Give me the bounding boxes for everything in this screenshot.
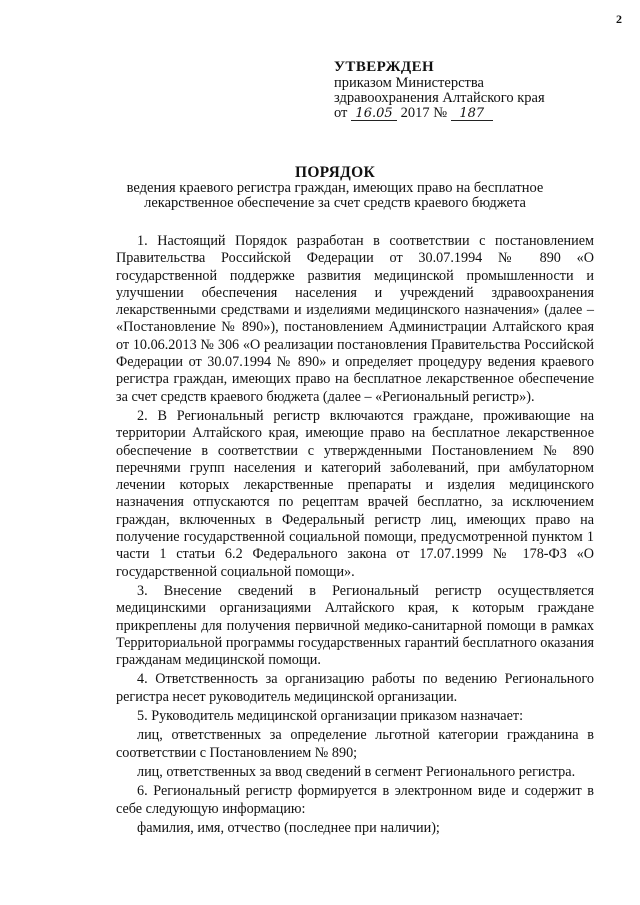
document-title: ПОРЯДОК bbox=[294, 164, 376, 181]
paragraph-5-item-1: лиц, ответственных за определение льготной категории гражданина в соответствии с Постановлением № 890; bbox=[116, 727, 594, 761]
approval-date-prefix: от bbox=[334, 105, 348, 121]
paragraph-6-item-1: фамилия, имя, отчество (последнее при наличии); bbox=[137, 819, 440, 836]
document-subtitle-line-1: ведения краевого регистра граждан, имеющих право на бесплатное bbox=[126, 180, 544, 196]
approval-date-line bbox=[334, 106, 594, 121]
approval-date-handwritten: 16.05 bbox=[351, 108, 397, 121]
approval-line-order: приказом Министерства bbox=[334, 75, 484, 91]
approval-number-handwritten: 187 bbox=[451, 108, 493, 121]
approval-line-ministry: здравоохранения Алтайского края bbox=[334, 90, 545, 106]
document-title-block bbox=[78, 164, 592, 211]
approval-year: 2017 № bbox=[400, 105, 448, 121]
paragraph-2: 2. В Региональный регистр включаются граждане, проживающие на территории Алтайского края, имеющие право на бесплатное лекарственное обеспечение в соответствии с утвержденными Постановлением № 890 перечнями групп населения и категорий заболеваний, при амбулаторном лечении которых лекарственные препараты и изделия медицинского назначения отпускаются по рецептам врачей бесплатно, за исключением граждан, включенных в Федеральный регистр лиц, имеющих право на получение государственной социальной помощи, предусмотренной пунктом 1 части 1 статьи 6.2 Федерального закона от 17.07.1999 № 178-ФЗ «О государственной социальной помощи». bbox=[116, 407, 594, 580]
approval-block bbox=[334, 60, 594, 121]
paragraph-5: 5. Руководитель медицинской организации приказом назначает: bbox=[137, 708, 524, 725]
approval-stamp: УТВЕРЖДЕН bbox=[334, 59, 435, 75]
document-body bbox=[116, 233, 594, 837]
paragraph-5-item-2: лиц, ответственных за ввод сведений в сегмент Регионального регистра. bbox=[137, 763, 576, 780]
paragraph-4: 4. Ответственность за организацию работы по ведению Регионального регистра несет руководитель медицинской организации. bbox=[116, 671, 594, 705]
page-number: 2 bbox=[616, 12, 622, 26]
paragraph-1: 1. Настоящий Порядок разработан в соответствии с постановлением Правительства Российской Федерации от 30.07.1994 № 890 «О государственной поддержке развития медицинской промышленности и улучшении обеспечения населения и учреждений здравоохранения лекарственными средствами и изделиями медицинского назначения» (далее – «Постановление № 890»), постановлением Администрации Алтайского края от 10.06.2013 № 306 «О реализации постановления Правительства Российской Федерации от 30.07.1994 № 890» и определяет процедуру ведения краевого регистра граждан, имеющих право на бесплатное лекарственное обеспечение за счет средств краевого бюджета (далее – «Региональный регистр»). bbox=[116, 233, 594, 405]
document-subtitle-line-2: лекарственное обеспечение за счет средств краевого бюджета bbox=[144, 195, 526, 211]
paragraph-3: 3. Внесение сведений в Региональный регистр осуществляется медицинскими организациями Алтайского края, к которым граждане прикреплены для получения первичной медико-санитарной помощи в рамках Территориальной программы государственных гарантий бесплатного оказания гражданам медицинской помощи. bbox=[116, 582, 594, 669]
paragraph-6: 6. Региональный регистр формируется в электронном виде и содержит в себе следующую информацию: bbox=[116, 783, 594, 817]
